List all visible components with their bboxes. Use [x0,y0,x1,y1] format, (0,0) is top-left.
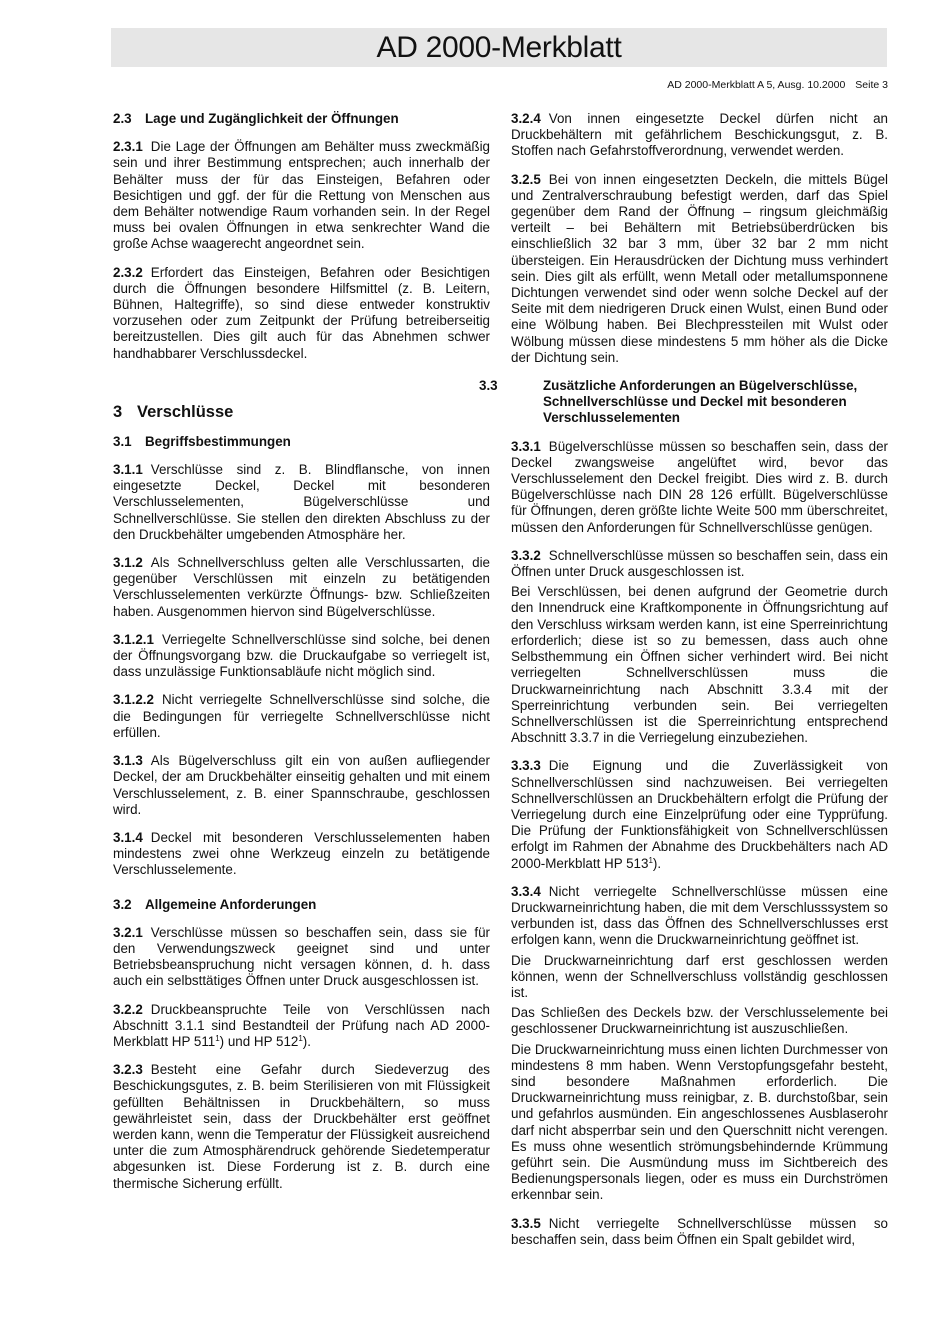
paragraph-3-3-2-continued: Bei Verschlüssen, bei denen aufgrund der Geometrie durch den Innendruck eine Kraftkomponente in Öffnungsrichtung auf den Verschluss wirksam werden kann, ist eine Sperreinrichtung erforderlich; diese ist so zu bemessen, dass auch ohne Selbsthemmung ein Öffnen sicher verhindert wird. Bei nicht verriegelten Schnellverschlüssen muss die Druckwarneinrichtung nach Abschnitt 3.3.4 mit der Sperreinrichtung verbunden sein. Bei verriegelten Schnellverschlüssen ist die Sperreinrichtung entsprechend Abschnitt 3.3.7 in die Verriegelung einzubeziehen. [511,584,888,746]
paragraph-2-3-1: 2.3.1 Die Lage der Öffnungen am Behälter muss zweckmäßig sein und ihrer Bestimmung entsprechen; auch innerhalb der Behälter muss der für das Einsteigen, Befahren oder Besichtigen und ggf. der für die Rettung von Menschen aus dem Behälter notwendige Raum vorhanden sein. In der Regel muss bei ovalen Öffnungen in etwa senkrechter Wand die große Achse waagerecht angeordnet sein. [113,139,490,252]
paragraph-3-3-5: 3.3.5 Nicht verriegelte Schnellverschlüsse müssen so beschaffen sein, dass beim Öffnen ein Spalt gebildet wird, [511,1215,888,1247]
page-number: Seite 3 [855,79,888,91]
paragraph-3-2-2: 3.2.2 Druckbeanspruchte Teile von Verschlüssen nach Abschnitt 3.1.1 sind Bestandteil der Prüfung nach AD 2000-Merkblatt HP $511^1$) und HP $512^1$). [113,1001,490,1049]
paragraph-3-1-3: 3.1.3 Als Bügelverschluss gilt ein von außen aufliegender Deckel, der am Druckbehälter einseitig gehalten und mit einem Verschlusselement, z. B. einer Spannschraube, geschlossen wird. [113,753,490,817]
paragraph-2-3-2: 2.3.2 Erfordert das Einsteigen, Befahren oder Besichtigen durch die Öffnungen besondere Hilfsmittel (z. B. Leitern, Bühnen, Haltegriffe), so sind diese entweder konstruktiv vorzusehen oder zum Zeitpunkt der Prüfung betreiberseitig bereitzustellen. Dies gilt auch für das Abnehmen schwer handhabbarer Verschlussdeckel. [113,264,490,361]
paragraph-3-3-2: 3.3.2 Schnellverschlüsse müssen so beschaffen sein, dass ein Öffnen unter Druck ausgeschlossen ist. [511,547,888,580]
document-reference: AD 2000-Merkblatt A 5, Ausg. 10.2000 [667,79,846,91]
page-reference [667,79,888,91]
header-title-bar [111,28,887,67]
paragraph-3-3-4-c: Das Schließen des Deckels bzw. der Verschlusselemente bei geschlossener Druckwarneinrichtung ist auszuschließen. [511,1005,888,1037]
paragraph-3-1-2-2: 3.1.2.2 Nicht verriegelte Schnellverschlüsse sind solche, die die Bedingungen für verriegelte Schnellverschlüsse nicht erfüllen. [113,692,490,740]
heading-3: 3 Verschlüsse [113,402,234,421]
paragraph-3-2-3: 3.2.3 Besteht eine Gefahr durch Siedeverzug des Beschickungsgutes, z. B. beim Sterilisieren von mit Flüssigkeit gefüllten Behältnissen in Druckbehältern, so muss gewährleistet sein, dass der Druckbehälter erst geöffnet werden kann, wenn die Temperatur der Flüssigkeit ausreichend unter die zum Atmosphärendruck gehörende Siedetemperatur abgesunken ist. Diese Forderung ist z. B. durch eine thermische Sicherung erfüllt. [113,1062,490,1191]
document-title: AD 2000-Merkblatt [376,31,622,64]
right-column [479,111,888,1260]
paragraph-3-3-4: 3.3.4 Nicht verriegelte Schnellverschlüsse müssen eine Druckwarneinrichtung haben, die mit dem Verschlusssystem so verbunden ist, dass das Öffnen des Schnellverschlusses erst erfolgen kann, wenn die Druckwarneinrichtung geöffnet ist. [511,883,888,948]
paragraph-3-2-4: 3.2.4 Von innen eingesetzte Deckel dürfen nicht an Druckbehältern mit gefährlichem Beschickungsgut, z. B. Stoffen nach Gefahrstoffverordnung, verwendet werden. [511,111,888,159]
heading-2-3: 2.3 Lage und Zugänglichkeit der Öffnungen [113,111,399,126]
paragraph-3-3-3: 3.3.3 Die Eignung und die Zuverlässigkeit von Schnellverschlüssen sind nachzuweisen. Bei verriegelten Schnellverschlüssen an Druckbehältern erfolgt die Prüfung der Verriegelung durch eine Einzelprüfung oder eine Typprüfung. Die Prüfung der Funktionsfähigkeit von Schnellverschlüssen erfolgt im Rahmen der Abnahme des Druckbehälters nach AD 2000-Merkblatt HP $513^1$). [511,758,888,871]
heading-3-1: 3.1 Begriffsbestimmungen [113,433,291,449]
paragraph-3-1-2: 3.1.2 Als Schnellverschluss gelten alle Verschlussarten, die gegenüber Verschlüssen mit einzeln zu betätigenden Verschlusselementen verkürzte Öffnungs- bzw. Schließzeiten haben. Ausgenommen hiervon sind Bügelverschlüsse. [113,555,490,619]
paragraph-3-3-4-b: Die Druckwarneinrichtung darf erst geschlossen werden können, wenn der Schnellverschluss vollständig geschlossen ist. [511,952,888,1000]
heading-3-2: 3.2 Allgemeine Anforderungen [113,896,317,912]
paragraph-3-2-1: 3.2.1 Verschlüsse müssen so beschaffen sein, dass sie für den Verwendungszweck geeignet sind und unter Betriebsbeanspruchung nicht versagen können, d. h. dass auch ein selbsttätiges Öffnen unter Druck ausgeschlossen ist. [113,924,490,989]
paragraph-3-1-1: 3.1.1 Verschlüsse sind z. B. Blindflansche, von innen eingesetzte Deckel, Deckel mit besonderen Verschlusselementen, Bügelverschlüsse und Schnellverschlüsse. Sie stellen den direkten Abschluss zu der den Druckbehälter umgebenden Atmosphäre her. [113,462,490,542]
paragraph-3-3-1: 3.3.1 Bügelverschlüsse müssen so beschaffen sein, dass der Deckel zwangsweise angelüftet wird, bevor das Verschlusselement den Deckel freigibt. Dies wird z. B. durch Bügelverschlüsse nach DIN 28 126 erfüllt. Bügelverschlüsse für Öffnungen, deren größte lichte Weite 500 mm überschreitet, müssen den Anforderungen für Schnellverschlüsse genügen. [511,438,888,535]
paragraph-3-2-5: 3.2.5 Bei von innen eingesetzten Deckeln, die mittels Bügel und Zentralverschraubung befestigt werden, darf das Spiel gegenüber dem Rand der Öffnung – ringsum gleichmäßig verteilt – bei Behältern mit Betriebsüberdrücken bis einschließlich 32 bar 3 mm, über 32 bar 2 mm nicht übersteigen. Ein Herausdrücken der Dichtung muss verhindert sein. Dies gilt als erfüllt, wenn Metall oder metallumsponnene Dichtungen verwendet sind oder wenn solche Deckel auf der Seite mit dem niedrigeren Druck einen Wulst, einen Bund oder eine Wölbung haben. Bei Blechpressteilen mit Wulst oder Wölbung müssen diese mindestens 5 mm höher als die Dicke der Dichtung sein. [511,171,888,365]
paragraph-3-1-4: 3.1.4 Deckel mit besonderen Verschlusselementen haben mindestens zwei ohne Werkzeug einzeln zu betätigende Verschlusselemente. [113,829,490,878]
paragraph-3-3-4-d: Die Druckwarneinrichtung muss einen lichten Durchmesser von mindestens 8 mm haben. Wenn Verstopfungsgefahr besteht, sind besondere Maßnahmen erforderlich. Die Druckwarneinrichtung muss reinigbar, z. B. durchstoßbar, sein und gefahrlos ausmünden. Ein angeschlossenes Ausblaserohr darf nicht absperrbar sein und den Querschnitt nicht verengen. Es muss ohne wesentlich strömungsbehindernde Krümmung geführt sein. Die Ausmündung muss im Sichtbereich des Bedienungspersonals liegen, oder es muss ein Durchströmen erkennbar sein. [511,1041,888,1203]
left-column [113,111,490,1204]
heading-3-3: 3.3 Zusätzliche Anforderungen an Bügelverschlüsse, Schnellverschlüsse und Deckel mit besonderen Verschlusselementen [479,378,858,426]
paragraph-3-1-2-1: 3.1.2.1 Verriegelte Schnellverschlüsse sind solche, bei denen der Öffnungsvorgang bzw. die Druckaufgabe so verriegelt ist, dass unzulässige Funktionsabläufe nicht möglich sind. [113,631,490,680]
